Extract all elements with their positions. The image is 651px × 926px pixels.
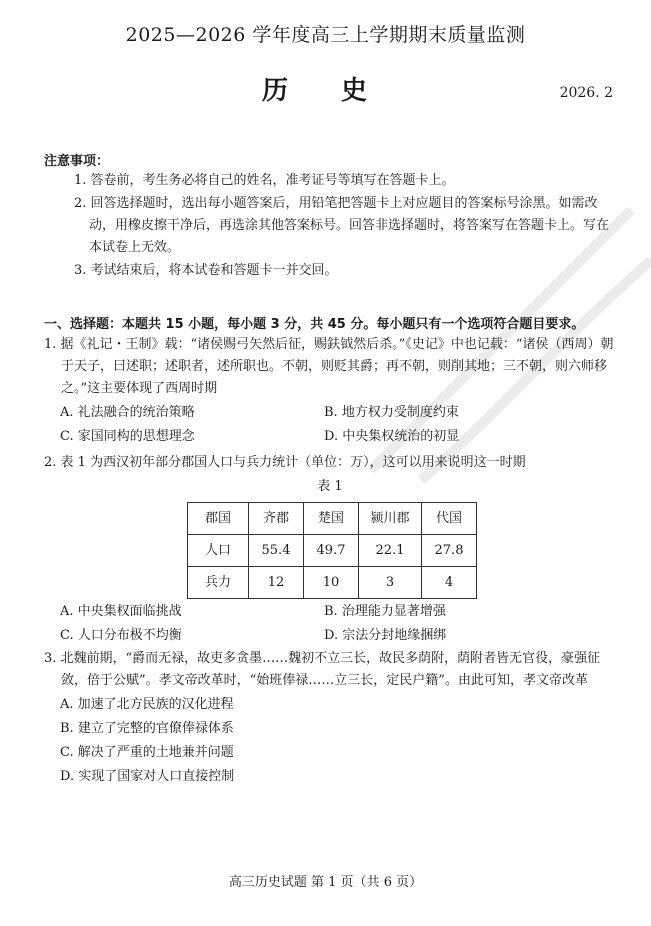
option-d: D. 实现了国家对人口直接控制 [60, 769, 235, 784]
question-stem: 2. 表 1 为西汉初年部分郡国人口与兵力统计（单位：万），这可以用来说明这一时期 [44, 455, 526, 470]
table-row [188, 535, 477, 567]
option-b: B. 地方权力受制度约束 [324, 405, 459, 420]
table-header-cell: 楚国 [304, 503, 359, 535]
table-header-cell: 代国 [422, 503, 477, 535]
option-c: C. 家国同构的思想理念 [60, 429, 195, 444]
table-cell: 55.4 [249, 535, 304, 567]
notice-item: 3. 考试结束后，将本试卷和答题卡一并交回。 [74, 263, 338, 278]
table-header-row [188, 503, 477, 535]
option-a: A. 礼法融合的统治策略 [60, 405, 195, 420]
table-row [188, 567, 477, 599]
notice-list [74, 170, 614, 283]
section-heading: 一、选择题：本题共 15 小题，每小题 3 分，共 45 分。每小题只有一个选项符合题目要求。 [44, 317, 585, 332]
table-cell: 22.1 [359, 535, 422, 567]
table-cell: 4 [422, 567, 477, 599]
exam-title: 2025—2026 学年度高三上学期期末质量监测 [125, 24, 526, 46]
table-caption: 表 1 [317, 479, 343, 494]
table-cell: 27.8 [422, 535, 477, 567]
table-header-cell: 颍川郡 [359, 503, 422, 535]
option-b: B. 治理能力显著增强 [324, 604, 446, 619]
page-footer: 高三历史试题 第 1 页（共 6 页） [228, 875, 423, 890]
question-stem: 1. 据《礼记・王制》载：“诸侯赐弓矢然后征，赐鈇钺然后杀。”《史记》中也记载：“诸侯（西周）朝于天子，曰述职；述职者，述所职也。不朝，则贬其爵；再不朝，则削其地；三不朝，则六师移之。”这主要体现了西周时期 [44, 337, 614, 396]
table-header-cell: 郡国 [188, 503, 249, 535]
table-cell: 3 [359, 567, 422, 599]
subject-title: 历 史 [261, 76, 390, 106]
option-b: B. 建立了完整的官僚俸禄体系 [60, 721, 234, 736]
table-header-cell: 齐郡 [249, 503, 304, 535]
exam-date: 2026. 2 [559, 85, 613, 101]
option-d: D. 宗法分封地缘捆绑 [324, 628, 447, 643]
table-cell: 12 [249, 567, 304, 599]
table-cell: 10 [304, 567, 359, 599]
table-cell: 人口 [188, 535, 249, 567]
options-list [60, 601, 616, 647]
question-1 [44, 334, 616, 448]
option-a: A. 中央集权面临挑战 [60, 604, 182, 619]
notice-item: 1. 答卷前，考生务必将自己的姓名，准考证号等填写在答题卡上。 [74, 173, 455, 188]
option-a: A. 加速了北方民族的汉化进程 [60, 697, 234, 712]
option-c: C. 解决了严重的土地兼并问题 [60, 745, 234, 760]
question-3 [44, 648, 616, 788]
option-d: D. 中央集权统治的初显 [324, 429, 460, 444]
table-cell: 兵力 [188, 567, 249, 599]
table-cell: 49.7 [304, 535, 359, 567]
option-c: C. 人口分布极不均衡 [60, 628, 182, 643]
options-list [60, 402, 616, 448]
notice-item: 2. 回答选择题时，选出每小题答案后，用铅笔把答题卡上对应题目的答案标号涂黑。如需改动，用橡皮擦干净后，再选涂其他答案标号。回答非选择题时，将答案写在答题卡上。写在本试卷上无效。 [74, 196, 610, 255]
question-2 [44, 452, 616, 647]
options-list [60, 694, 616, 788]
data-table [187, 502, 477, 599]
question-stem: 3. 北魏前期，“爵而无禄，故吏多贪墨……魏初不立三长，故民多荫附，荫附者皆无官役，豪强征敛，倍于公赋”。孝文帝改革时，“始班俸禄……立三长，定民户籍”。由此可知，孝文帝改革 [44, 651, 601, 688]
notice-heading: 注意事项： [44, 154, 110, 169]
